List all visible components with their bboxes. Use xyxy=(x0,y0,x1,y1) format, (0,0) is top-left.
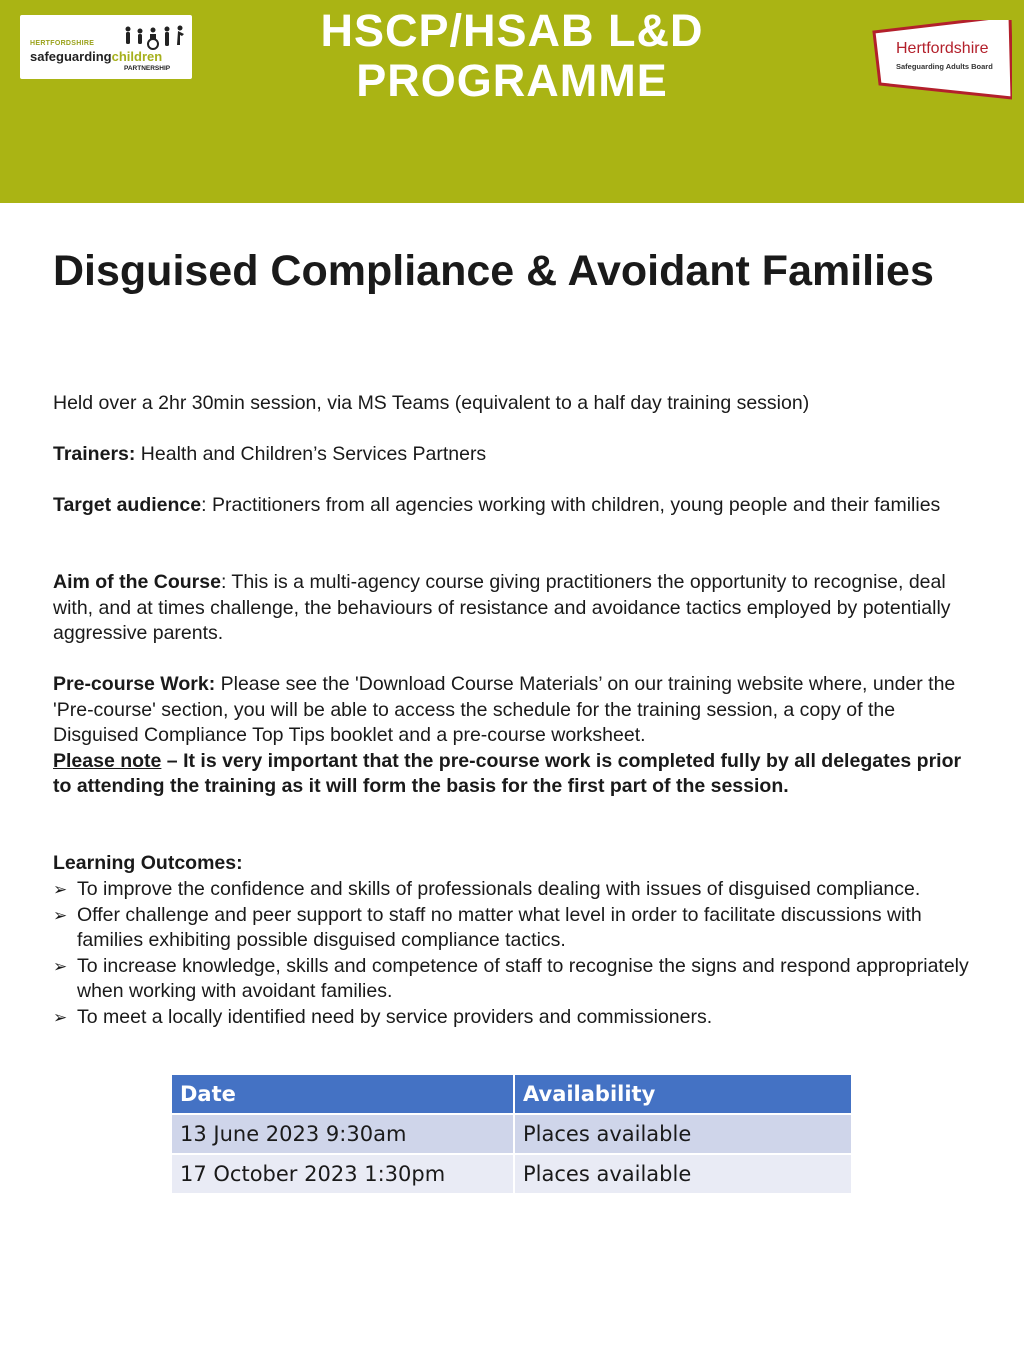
list-item: ➢ To improve the confidence and skills of professionals dealing with issues of disguised compliance. xyxy=(53,877,973,903)
date-column-header: Date xyxy=(171,1074,514,1114)
learning-outcomes-heading: Learning Outcomes: xyxy=(53,852,243,874)
logo-partnership-label: PARTNERSHIP xyxy=(124,65,171,72)
please-note-label: Please note xyxy=(53,749,162,772)
trainers: Trainers: Health and Children’s Services Partners xyxy=(53,443,487,465)
table-header-row xyxy=(171,1074,852,1114)
learning-outcomes-list xyxy=(53,877,973,1031)
date-cell: 17 October 2023 1:30pm xyxy=(171,1154,514,1194)
header-band xyxy=(0,0,1024,203)
arrow-bullet-icon: ➢ xyxy=(53,905,68,925)
hertfordshire-safeguarding-adults-board-logo xyxy=(872,20,1012,95)
programme-title: HSCP/HSAB L&D PROGRAMME xyxy=(320,5,704,106)
logo-subtitle: Safeguarding Adults Board xyxy=(896,62,993,71)
logo-wordmark: safeguardingchildren xyxy=(30,49,163,64)
logo-name: Hertfordshire xyxy=(896,40,989,57)
people-figures-icon xyxy=(120,25,190,51)
availability-cell: Places available xyxy=(514,1114,852,1154)
safeguarding-children-partnership-logo xyxy=(20,15,192,79)
table-row xyxy=(171,1114,852,1154)
arrow-bullet-icon: ➢ xyxy=(53,880,68,899)
logo-frame-icon xyxy=(872,20,1012,100)
pre-course-work: Pre-course Work: Please see the 'Download Course Materials’ on our training website where, under the 'Pre-course' section, you will be able to access the schedule for the training session, a copy of the Disguised Compliance Top Tips booklet and a pre-course worksheet. Please note – It is very important that the pre-course work is completed fully by all delegates prior to attending the training as it will form the basis for the first part of the session. xyxy=(53,673,962,798)
availability-cell: Places available xyxy=(514,1154,852,1194)
date-cell: 13 June 2023 9:30am xyxy=(171,1114,514,1154)
arrow-bullet-icon: ➢ xyxy=(53,1007,68,1027)
list-item: ➢ To meet a locally identified need by service providers and commissioners. xyxy=(53,1005,973,1031)
arrow-bullet-icon: ➢ xyxy=(53,956,68,976)
table-row xyxy=(171,1154,852,1194)
list-item: ➢ To increase knowledge, skills and competence of staff to recognise the signs and respond appropriately when working with avoidant families. xyxy=(53,954,969,1003)
logo-county-label: HERTFORDSHIRE xyxy=(30,40,95,47)
schedule-table xyxy=(170,1073,853,1195)
target-audience: Target audience: Practitioners from all agencies working with children, young people and their families xyxy=(53,494,941,516)
list-item: ➢ Offer challenge and peer support to staff no matter what level in order to facilitate discussions with families exhibiting possible disguised compliance tactics. xyxy=(53,903,922,952)
availability-column-header: Availability xyxy=(514,1074,852,1114)
course-aim: Aim of the Course: This is a multi-agency course giving practitioners the opportunity to recognise, deal with, and at times challenge, the behaviours of resistance and avoidance tactics employed by potentially aggressive parents. xyxy=(53,571,951,645)
course-title: Disguised Compliance & Avoidant Families xyxy=(53,247,934,295)
session-info: Held over a 2hr 30min session, via MS Teams (equivalent to a half day training session) xyxy=(53,392,810,414)
